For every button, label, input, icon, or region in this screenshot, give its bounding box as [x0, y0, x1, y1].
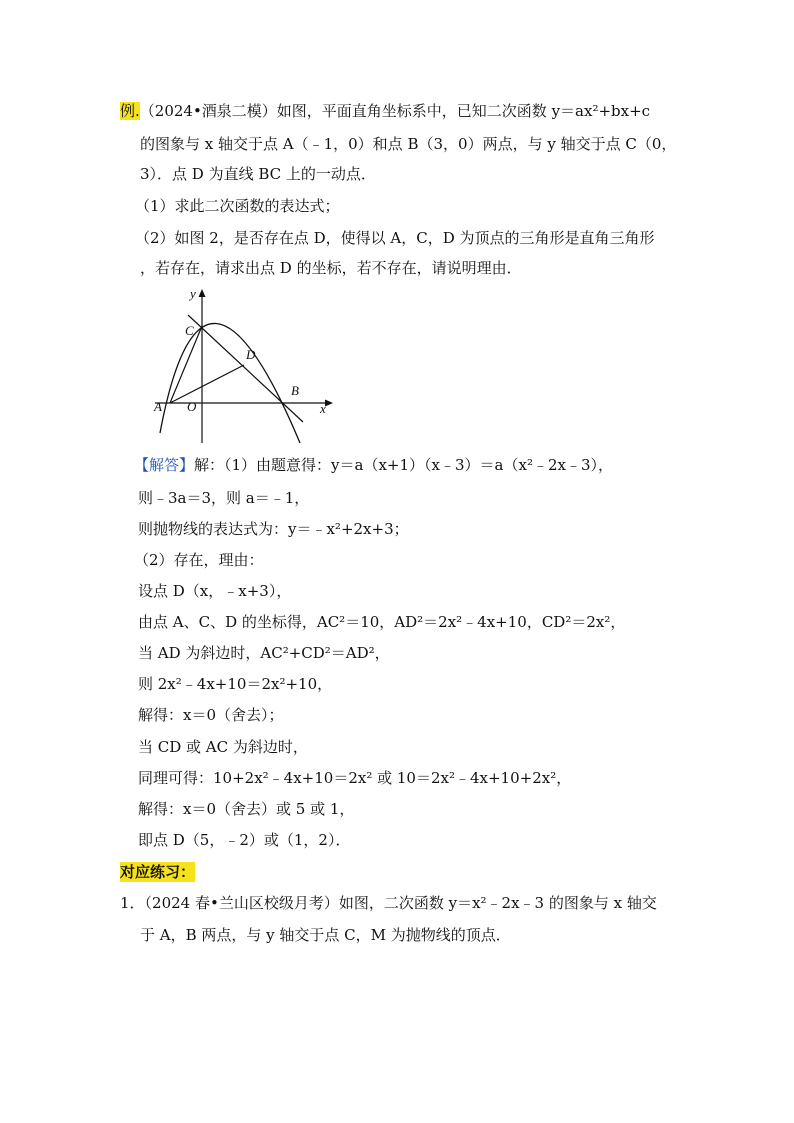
label-c: C — [185, 323, 194, 338]
solution-line-3: 则抛物线的表达式为：y＝﹣x²+2x+3； — [138, 520, 409, 538]
practice-q1-line-2: 于 A，B 两点，与 y 轴交于点 C，M 为抛物线的顶点． — [140, 926, 511, 944]
x-axis-arrow — [325, 400, 333, 407]
solution-line-7: 当 AD 为斜边时，AC²+CD²＝AD²， — [138, 644, 390, 662]
label-x: x — [320, 401, 326, 416]
solution-line-12: 解得：x＝0（舍去）或 5 或 1， — [138, 800, 355, 818]
solution-line-9: 解得：x＝0（舍去）； — [138, 706, 284, 724]
solution-text-1: 解：（1）由题意得：y＝a（x+1）（x﹣3）＝a（x²﹣2x﹣3）， — [194, 456, 614, 474]
solution-line-11: 同理可得：10+2x²﹣4x+10＝2x² 或 10＝2x²﹣4x+10+2x²， — [138, 769, 572, 787]
practice-q1-line-1: 1．（2024 春•兰山区校级月考）如图，二次函数 y＝x²﹣2x﹣3 的图象与 x 轴交 — [120, 894, 657, 912]
label-o: O — [187, 399, 197, 414]
line-bc — [188, 315, 303, 422]
solution-line-2: 则﹣3a＝3，则 a＝﹣1， — [138, 489, 310, 507]
solution-line-6: 由点 A、C、D 的坐标得，AC²＝10，AD²＝2x²﹣4x+10，CD²＝2x²， — [138, 613, 626, 631]
label-a: A — [154, 399, 162, 414]
solution-line-13: 即点 D（5，﹣2）或（1，2）． — [138, 831, 351, 849]
example-line-2: 的图象与 x 轴交于点 A（﹣1，0）和点 B（3，0）两点，与 y 轴交于点 C（0， — [140, 135, 677, 153]
example-line-3: 3）．点 D 为直线 BC 上的一动点． — [140, 165, 376, 183]
solution-line-8: 则 2x²﹣4x+10＝2x²+10， — [138, 675, 333, 693]
y-axis-arrow — [199, 289, 206, 297]
example-line-4: （1）求此二次函数的表达式； — [135, 197, 340, 215]
label-b: B — [291, 383, 299, 398]
solution-line-1 — [134, 455, 613, 475]
example-line-6: ，若存在，请求出点 D 的坐标，若不存在，请说明理由． — [140, 259, 522, 277]
solution-line-5: 设点 D（x，﹣x+3）， — [138, 582, 292, 600]
example-tag: 例. — [120, 102, 140, 120]
label-d: D — [246, 347, 256, 362]
solution-tag: 【解答】 — [134, 456, 195, 474]
parabola-figure — [150, 283, 340, 448]
example-text-1: （2024•酒泉二模）如图，平面直角坐标系中，已知二次函数 y＝ax²+bx+c — [139, 102, 651, 120]
solution-line-4: （2）存在，理由： — [134, 551, 264, 569]
solution-line-10: 当 CD 或 AC 为斜边时， — [138, 738, 308, 756]
segment-ad — [170, 365, 244, 403]
practice-heading: 对应练习： — [120, 863, 196, 881]
parabola-curve — [160, 323, 300, 443]
example-line-1 — [120, 101, 650, 121]
label-y: y — [190, 286, 196, 301]
example-line-5: （2）如图 2，是否存在点 D，使得以 A，C，D 为顶点的三角形是直角三角形 — [135, 229, 655, 247]
